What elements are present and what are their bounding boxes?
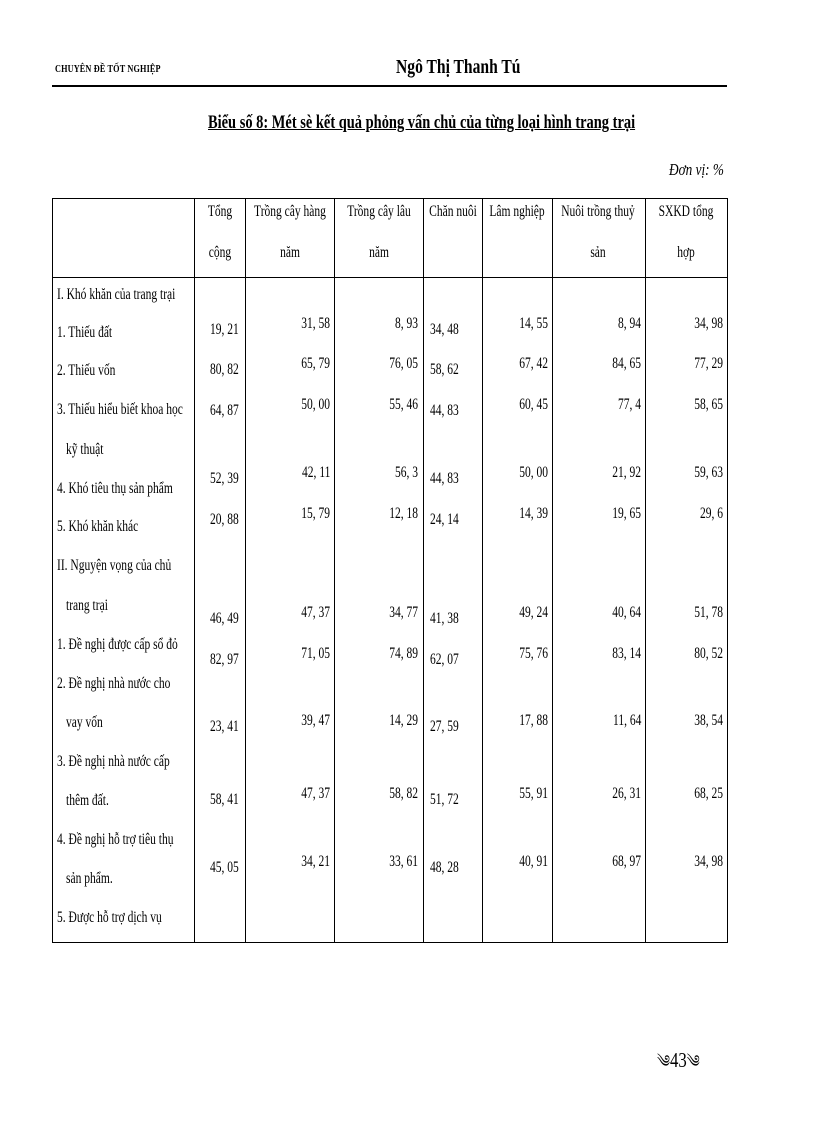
page-number-block: [657, 1042, 700, 1090]
table-cell: 44, 83: [430, 470, 459, 487]
running-header-left: CHUYÊN ĐỀ TỐT NGHIỆP: [55, 64, 161, 75]
table-cell: 80, 52: [694, 645, 723, 662]
row-label: I. Khó khăn của trang trại: [57, 286, 176, 303]
table-cell: 41, 38: [430, 610, 459, 627]
table-cell: 55, 91: [519, 785, 548, 802]
table-cell: 42, 11: [301, 464, 330, 481]
table-cell: 31, 58: [301, 315, 330, 332]
table-cell: 34, 77: [389, 604, 418, 621]
table-cell: 39, 47: [301, 712, 330, 729]
table-cell: 48, 28: [430, 859, 459, 876]
table-cell: 82, 97: [210, 651, 239, 668]
table-cell: 34, 98: [694, 853, 723, 870]
column-header: SXKD tổng: [658, 203, 714, 220]
table-cell: 12, 18: [389, 505, 418, 522]
table-cell: 67, 42: [519, 355, 548, 372]
table-cell: 14, 55: [519, 315, 548, 332]
table-cell: 45, 05: [210, 859, 239, 876]
row-label: sản phẩm.: [66, 870, 113, 887]
row-label: 2. Đề nghị nhà nước cho: [57, 675, 171, 692]
table-col-divider: [334, 198, 335, 942]
table-cell: 62, 07: [430, 651, 459, 668]
table-cell: 14, 39: [519, 505, 548, 522]
table-cell: 49, 24: [519, 604, 548, 621]
ornament-left-icon: ༄: [657, 1052, 670, 1071]
table-cell: 51, 78: [694, 604, 723, 621]
row-label: 4. Khó tiêu thụ sản phẩm: [57, 480, 173, 497]
table-col-divider: [552, 198, 553, 942]
row-label: 2. Thiếu vốn: [57, 362, 116, 379]
page-number: 43: [670, 1048, 687, 1072]
table-cell: 56, 3: [394, 464, 418, 481]
row-label: thêm đất.: [66, 792, 109, 809]
column-header: Trồng cây hàng: [254, 203, 326, 220]
table-cell: 34, 48: [430, 321, 459, 338]
table-border-left: [52, 198, 53, 942]
table-cell: 59, 63: [694, 464, 723, 481]
column-header: Lâm nghiệp: [489, 203, 545, 220]
table-cell: 17, 88: [519, 712, 548, 729]
table-cell: 11, 64: [612, 712, 641, 729]
table-cell: 50, 00: [301, 396, 330, 413]
table-col-divider: [194, 198, 195, 942]
unit-note: Đơn vị: %: [669, 160, 724, 179]
row-label: 4. Đề nghị hỗ trợ tiêu thụ: [57, 831, 174, 848]
table-border-bottom: [52, 942, 728, 943]
table-cell: 19, 65: [612, 505, 641, 522]
table-col-divider: [245, 198, 246, 942]
table-cell: 15, 79: [301, 505, 330, 522]
running-header-author: Ngô Thị Thanh Tú: [396, 56, 521, 78]
row-label: 1. Thiếu đất: [57, 324, 113, 341]
table-col-divider: [482, 198, 483, 942]
table-title-text: Mét sè kết quả phỏng vấn chủ của từng loại hình trang trại: [268, 112, 636, 133]
table-cell: 40, 91: [519, 853, 548, 870]
table-cell: 19, 21: [210, 321, 239, 338]
table-header-divider: [52, 277, 728, 278]
table-cell: 58, 65: [694, 396, 723, 413]
table-cell: 38, 54: [694, 712, 723, 729]
row-label: II. Nguyện vọng của chủ: [57, 557, 172, 574]
table-cell: 23, 41: [210, 718, 239, 735]
table-cell: 26, 31: [612, 785, 641, 802]
ornament-right-icon: ༄: [686, 1052, 700, 1071]
row-label: 5. Được hỗ trợ dịch vụ: [57, 909, 162, 926]
row-label: trang trại: [66, 597, 108, 614]
table-cell: 40, 64: [612, 604, 641, 621]
table-cell: 77, 29: [694, 355, 723, 372]
table-cell: 52, 39: [210, 470, 239, 487]
row-label: kỹ thuật: [66, 441, 104, 458]
table-cell: 71, 05: [301, 645, 330, 662]
table-border-right: [727, 198, 728, 942]
table-cell: 27, 59: [430, 718, 459, 735]
table-cell: 21, 92: [612, 464, 641, 481]
table-cell: 8, 94: [617, 315, 641, 332]
table-col-divider: [423, 198, 424, 942]
table-cell: 84, 65: [612, 355, 641, 372]
table-cell: 58, 82: [389, 785, 418, 802]
column-header: Tổng: [207, 203, 233, 220]
table-cell: 20, 88: [210, 511, 239, 528]
column-header-line2: sản: [590, 244, 606, 261]
table-cell: 47, 37: [301, 604, 330, 621]
table-cell: 60, 45: [519, 396, 548, 413]
table-cell: 29, 6: [699, 505, 723, 522]
column-header-line2: hợp: [677, 244, 695, 261]
column-header-line2: năm: [369, 244, 389, 261]
table-cell: 47, 37: [301, 785, 330, 802]
column-header-line2: năm: [280, 244, 300, 261]
column-header-line2: cộng: [208, 244, 232, 261]
table-cell: 76, 05: [389, 355, 418, 372]
table-cell: 55, 46: [389, 396, 418, 413]
table-cell: 34, 98: [694, 315, 723, 332]
column-header: Chăn nuôi: [429, 203, 477, 220]
table-col-divider: [645, 198, 646, 942]
table-cell: 74, 89: [389, 645, 418, 662]
table-cell: 58, 62: [430, 361, 459, 378]
table-cell: 77, 4: [617, 396, 641, 413]
table-cell: 75, 76: [519, 645, 548, 662]
table-cell: 24, 14: [430, 511, 459, 528]
table-cell: 68, 97: [612, 853, 641, 870]
table-cell: 68, 25: [694, 785, 723, 802]
table-cell: 8, 93: [394, 315, 418, 332]
table-cell: 33, 61: [389, 853, 418, 870]
row-label: 5. Khó khăn khác: [57, 518, 139, 535]
row-label: 3. Đề nghị nhà nước cấp: [57, 753, 170, 770]
row-label: 1. Đề nghị được cấp sổ đỏ: [57, 636, 178, 653]
table-cell: 64, 87: [210, 402, 239, 419]
column-header: Nuôi trồng thuỷ: [561, 203, 635, 220]
table-title-lead: Biểu số 8:: [208, 112, 269, 133]
column-header: Trồng cây lâu: [347, 203, 411, 220]
table-cell: 51, 72: [430, 791, 459, 808]
table-cell: 14, 29: [389, 712, 418, 729]
table-cell: 65, 79: [301, 355, 330, 372]
row-label: 3. Thiếu hiểu biết khoa học: [57, 401, 183, 418]
table-cell: 34, 21: [301, 853, 330, 870]
table-cell: 83, 14: [612, 645, 641, 662]
table-cell: 58, 41: [210, 791, 239, 808]
table-cell: 80, 82: [210, 361, 239, 378]
table-cell: 46, 49: [210, 610, 239, 627]
table-cell: 50, 00: [519, 464, 548, 481]
table-cell: 44, 83: [430, 402, 459, 419]
table-border-top: [52, 198, 728, 199]
row-label: vay vốn: [66, 714, 103, 731]
